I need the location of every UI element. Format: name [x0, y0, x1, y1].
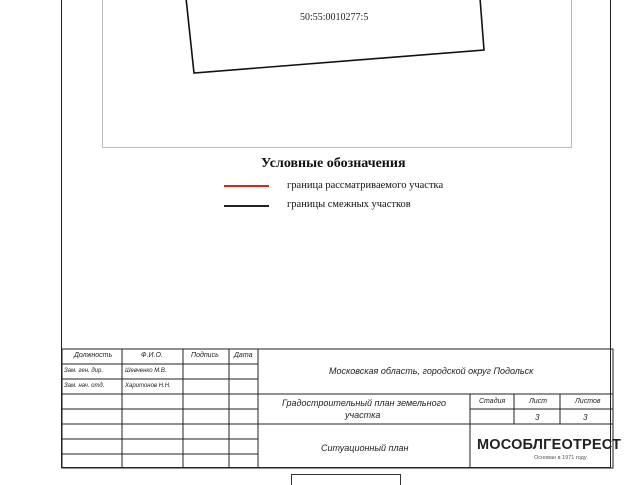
- sheets-total: 3: [583, 413, 588, 422]
- location-text: Московская область, городской округ Подольск: [329, 366, 534, 376]
- header-position: Должность: [74, 352, 113, 359]
- legend-label-subject: граница рассматриваемого участка: [287, 180, 444, 191]
- header-signature: Подпись: [191, 352, 219, 359]
- row-2-position: Зам. нач. отд.: [64, 383, 105, 389]
- legend-title: Условные обозначения: [261, 156, 406, 171]
- row-2-name: Харитонов Н.Н.: [125, 383, 171, 389]
- project-title-line2: участка: [345, 410, 381, 420]
- row-1-name: Шевченко М.В.: [125, 368, 167, 374]
- project-title-line1: Градостроительный план земельного: [282, 398, 446, 408]
- row-1-position: Зам. ген. дир.: [64, 368, 103, 374]
- header-date: Дата: [234, 352, 253, 359]
- legend-label-adjacent: границы смежных участков: [287, 199, 411, 210]
- header-name: Ф.И.О.: [141, 352, 163, 359]
- logo-tagline: Основан в 1971 году: [534, 455, 587, 461]
- stage-label: Стадия: [479, 398, 506, 405]
- sheet-number: 3: [535, 413, 540, 422]
- cadastral-number: 50:55:0010277:5: [300, 12, 369, 23]
- sheets-label: Листов: [575, 398, 601, 405]
- sheet-label: Лист: [529, 398, 548, 405]
- company-logo: МОСОБЛГЕОТРЕСТ: [477, 437, 622, 453]
- drawing-title: Ситуационный план: [321, 443, 409, 453]
